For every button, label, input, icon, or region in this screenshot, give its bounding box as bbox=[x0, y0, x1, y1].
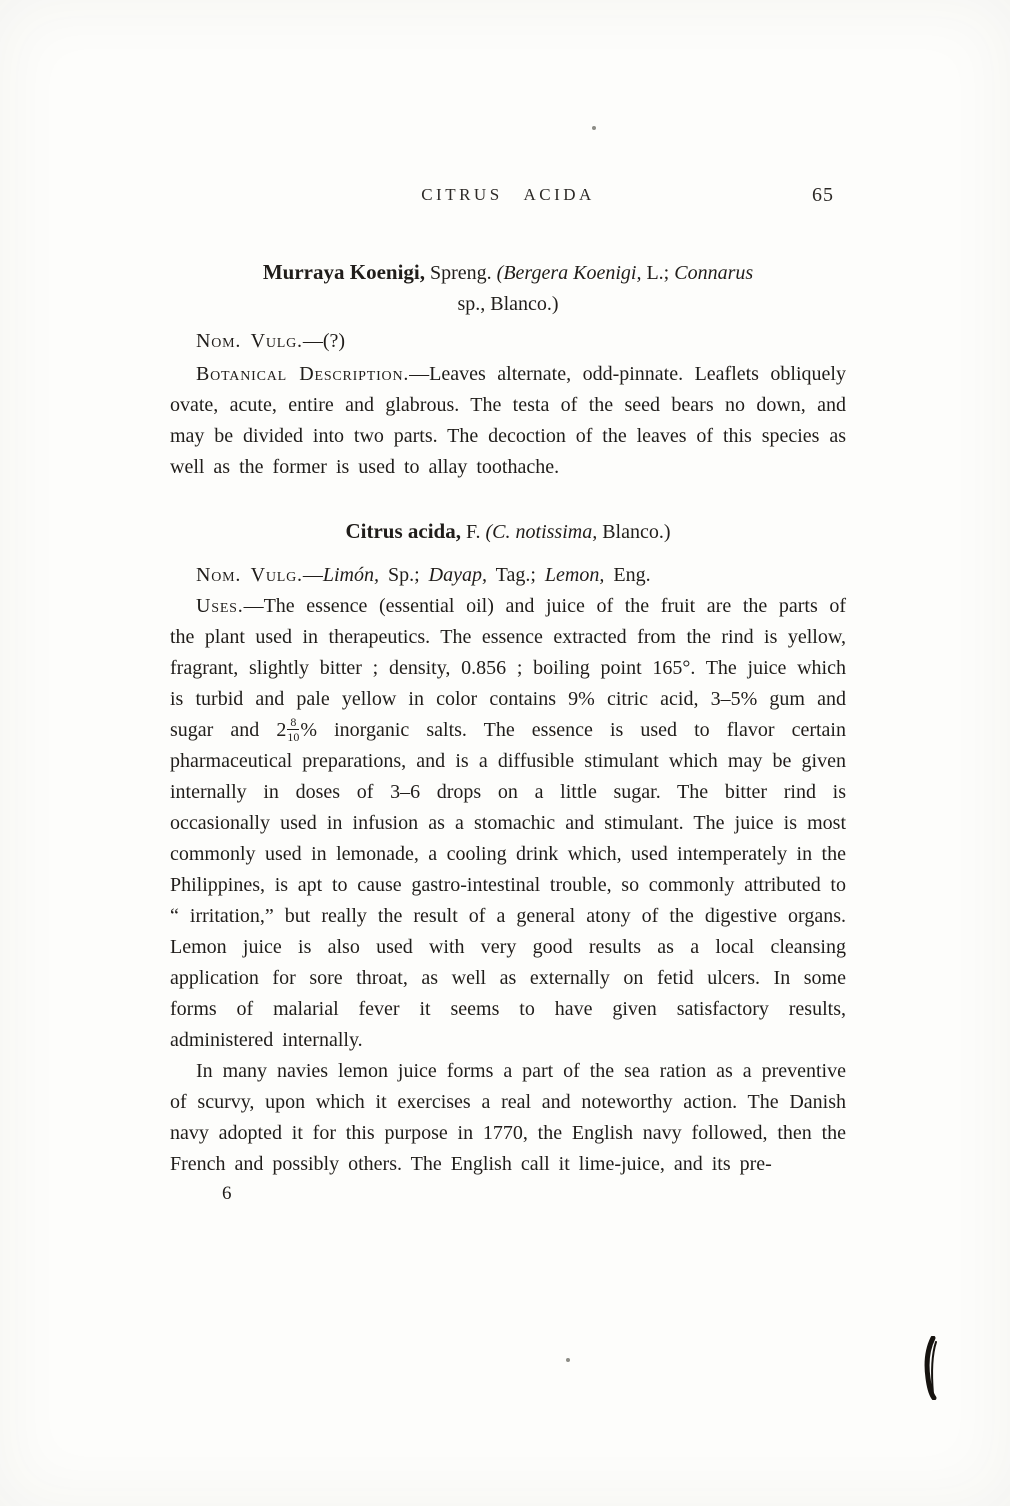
nom-vulg-dash: — bbox=[302, 564, 323, 586]
nom-vulg-paragraph-murraya bbox=[170, 326, 846, 357]
vernacular-sep-3: Eng. bbox=[604, 564, 651, 586]
nom-vulg-label: Nom. Vulg. bbox=[196, 330, 303, 352]
scan-speck-top bbox=[592, 126, 596, 130]
synonym-separator: L.; bbox=[641, 262, 675, 284]
vernacular-tagalog: Dayap, bbox=[428, 564, 487, 586]
text-block bbox=[170, 0, 846, 1205]
vernacular-sep-2: Tag.; bbox=[487, 564, 545, 586]
species-heading-citrus bbox=[170, 516, 846, 548]
running-header bbox=[170, 0, 846, 205]
fraction-eight-tenths bbox=[287, 716, 299, 743]
fraction-numerator: 8 bbox=[287, 716, 299, 730]
page-number: 65 bbox=[812, 184, 834, 206]
botanical-description-label: Botanical Description. bbox=[196, 363, 410, 385]
citrus-synonym-italic: (C. notissima, bbox=[485, 521, 598, 543]
ink-smudge-mark bbox=[922, 1336, 940, 1400]
species-author: Spreng. bbox=[425, 262, 497, 284]
uses-text-1: —The essence (essential oil) and juice of the fruit are the parts of the plant used in therapeutics. The essence extracted from the rind is yellow, fragrant, slightly bitter ; density, 0.856 ; boiling point 165°. The juice which is turbid and pale yellow in color contains 9% citric acid, 3–5% gum and sugar and 2 bbox=[170, 595, 846, 741]
botanical-description-paragraph bbox=[170, 359, 846, 483]
navies-paragraph: In many navies lemon juice forms a part of the sea ration as a preventive of scurvy, upon which it exercises a real and noteworthy action. The Danish navy adopted it for this purpose in 1770, the English navy followed, then the French and possibly others. The English call it lime-juice, and its pre- bbox=[170, 1060, 846, 1175]
uses-text-2: % inorganic salts. The essence is used to flavor certain pharmaceutical preparations, and is a diffusible stimulant which may be given internally in doses of 3–6 drops on a little sugar. The bitter rind is occasionally used in infusion as a stomachic and stimulant. The juice is most commonly used in lemonade, a cooling drink which, used intemperately in the Philippines, is apt to cause gastro-intestinal trouble, so commonly attributed to “ irritation,” but really the result of a general atony of the digestive organs. Lemon juice is also used with very good results as a local cleansing application for sore throat, as well as externally on fetid ulcers. In some forms of malarial fever it seems to have given satisfactory results, administered internally. bbox=[170, 719, 846, 1051]
uses-label: Uses. bbox=[196, 595, 244, 617]
synonym-italic-2: Connarus bbox=[674, 262, 754, 284]
nom-vulg-text: —(?) bbox=[302, 330, 346, 352]
fraction-denominator: 10 bbox=[287, 730, 300, 745]
species-heading-murraya bbox=[170, 257, 846, 320]
nom-vulg-label-2: Nom. Vulg. bbox=[196, 564, 303, 586]
citrus-author: F. bbox=[460, 521, 486, 543]
synonym-italic-1: (Bergera Koenigi, bbox=[496, 262, 642, 284]
citrus-name-bold: Citrus acida, bbox=[345, 519, 461, 543]
scan-speck-bottom bbox=[566, 1358, 570, 1362]
botanical-description-text: —Leaves alternate, odd-pinnate. Leaflets obliquely ovate, acute, entire and glabrous. The testa of the seed bears no down, and may be divided into two parts. The decoction of the leaves of this species as well as the former is used to allay toothache. bbox=[170, 363, 846, 478]
nom-vulg-paragraph-citrus bbox=[170, 560, 846, 591]
running-head-title: CITRUS ACIDA bbox=[421, 185, 595, 204]
citrus-synonym-end: Blanco.) bbox=[597, 521, 671, 543]
species-heading-line-2: sp., Blanco.) bbox=[457, 293, 559, 315]
uses-paragraph bbox=[170, 591, 846, 1056]
species-name-bold: Murraya Koenigi, bbox=[262, 260, 425, 284]
vernacular-english: Lemon, bbox=[544, 564, 605, 586]
signature-mark: 6 bbox=[222, 1183, 232, 1204]
vernacular-spanish: Limón, bbox=[322, 564, 379, 586]
species-heading-line-1 bbox=[170, 257, 846, 289]
vernacular-sep-1: Sp.; bbox=[378, 564, 429, 586]
